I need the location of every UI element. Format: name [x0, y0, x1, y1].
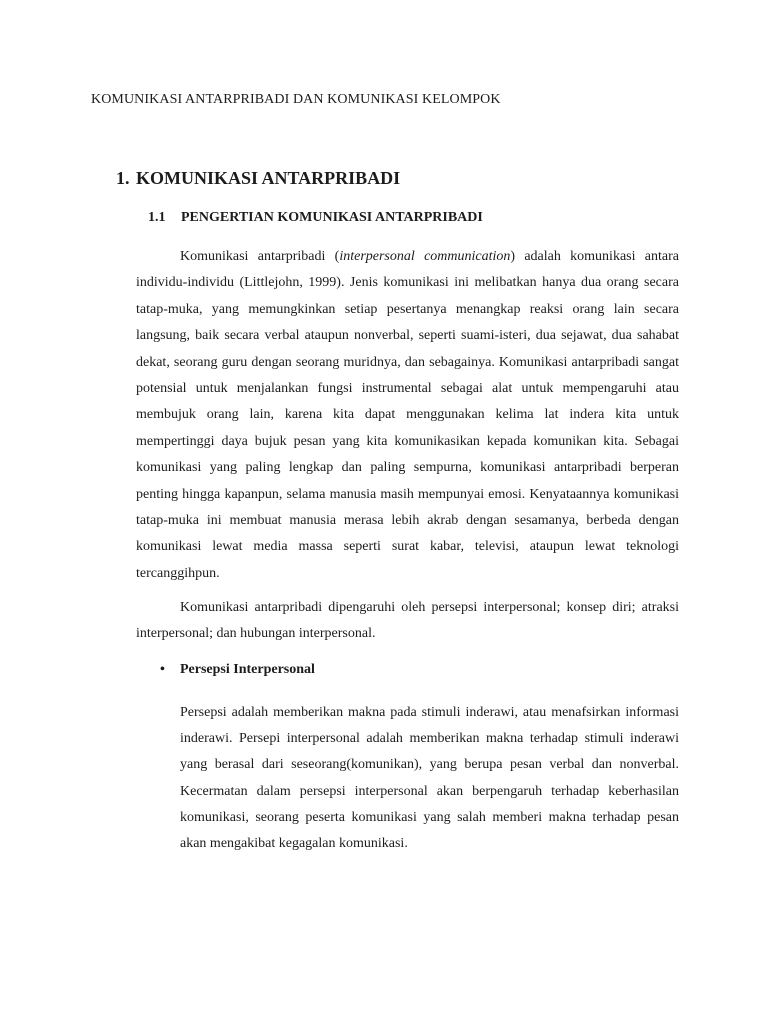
paragraph-definition	[136, 244, 679, 587]
paragraph-definition-start: Komunikasi antarpribadi (	[180, 249, 340, 264]
section-title: KOMUNIKASI ANTARPRIBADI	[136, 168, 401, 188]
bullet-heading	[160, 662, 315, 678]
bullet-dot-icon: •	[160, 662, 165, 677]
section-heading	[116, 168, 400, 189]
subsection-title: PENGERTIAN KOMUNIKASI ANTARPRIBADI	[181, 210, 483, 225]
subsection-heading	[148, 210, 483, 226]
document-title: KOMUNIKASI ANTARPRIBADI DAN KOMUNIKASI KELOMPOK	[91, 92, 501, 107]
section-number: 1.	[116, 168, 130, 188]
subsection-number: 1.1	[148, 210, 166, 225]
paragraph-influences: Komunikasi antarpribadi dipengaruhi oleh persepsi interpersonal; konsep diri; atraksi interpersonal; dan hubungan interpersonal.	[136, 600, 679, 642]
bullet-title: Persepsi Interpersonal	[180, 662, 315, 677]
paragraph-persepsi: Persepsi adalah memberikan makna pada stimuli inderawi, atau menafsirkan informasi inderawi. Persepi interpersonal adalah memberikan makna terhadap stimuli inderawi yang berasal dari seseorang(komunikan), yang berupa pesan verbal dan nonverbal. Kecermatan dalam persepsi interpersonal akan berpengaruh terhadap keberhasilan komunikasi, seorang peserta komunikasi yang salah memberi makna terhadap pesan akan mengakibat kegagalan komunikasi.	[180, 705, 679, 852]
paragraph-definition-rest: ) adalah komunikasi antara individu-individu (Littlejohn, 1999). Jenis komunikasi ini melibatkan hanya dua orang secara tatap-muka, yang memungkinkan setiap pesertanya menangkap reaksi orang lain secara langsung, baik secara verbal ataupun nonverbal, seperti suami-isteri, dua sejawat, dua sahabat dekat, seorang guru dengan seorang muridnya, dan sebagainya. Komunikasi antarpribadi sangat potensial untuk menjalankan fungsi instrumental sebagai alat untuk mempengaruhi atau membujuk orang lain, karena kita dapat menggunakan kelima lat indera kita untuk mempertinggi daya bujuk pesan yang kita komunikasikan kepada komunikan kita. Sebagai komunikasi yang paling lengkap dan paling sempurna, komunikasi antarpribadi berperan penting hingga kapanpun, selama manusia masih mempunyai emosi. Kenyataannya komunikasi tatap-muka ini membuat manusia merasa lebih akrab dengan sesamanya, berbeda dengan komunikasi lewat media massa seperti surat kabar, televisi, ataupun lewat teknologi tercanggihpun.	[136, 249, 679, 581]
italic-term: interpersonal communication	[339, 249, 511, 264]
